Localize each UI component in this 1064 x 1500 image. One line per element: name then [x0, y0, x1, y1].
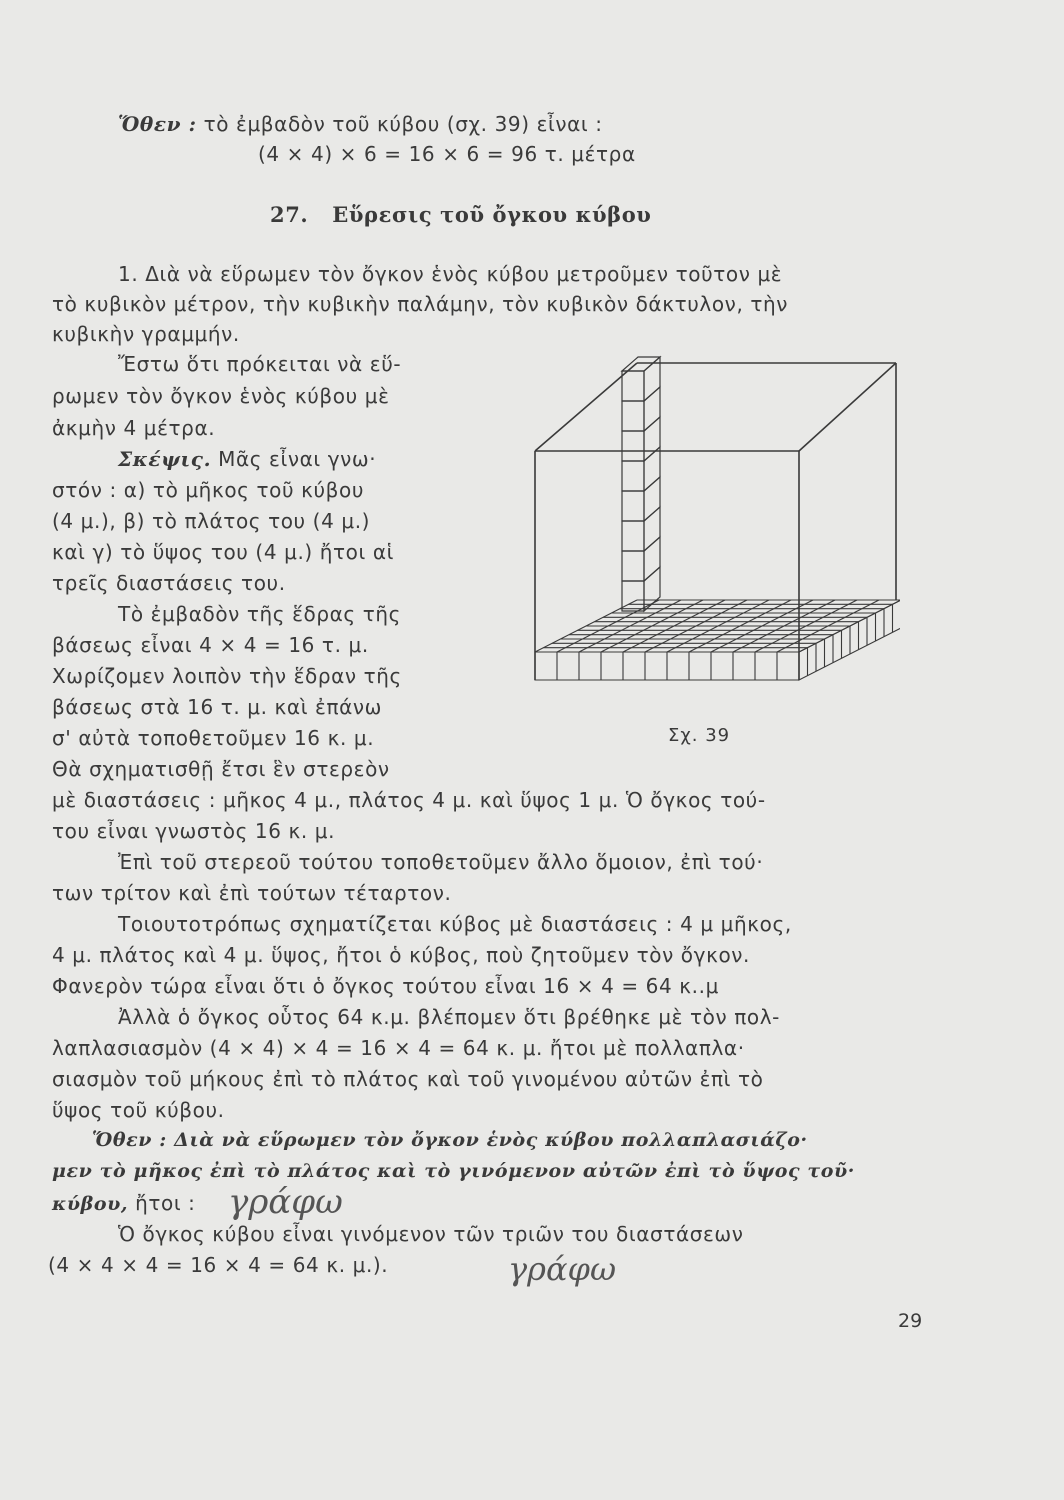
- final-line-1: Ὁ ὄγκος κύβου εἶναι γινόμενον τῶν τριῶν του διαστάσεων: [118, 1222, 744, 1246]
- figure-caption: Σχ. 39: [668, 725, 731, 746]
- rule-line-3-word: κύβου,: [52, 1193, 129, 1215]
- text-line: ὕψος τοῦ κύβου.: [52, 1098, 225, 1122]
- text-line: σ' αὐτὰ τοποθετοῦμεν 16 κ. μ.: [52, 726, 375, 750]
- text-line: Φανερὸν τώρα εἶναι ὅτι ὁ ὄγκος τούτου εἶναι 16 × 4 = 64 κ..μ: [52, 974, 719, 998]
- section-heading: [270, 202, 651, 227]
- text-line: Ἀλλὰ ὁ ὄγκος οὗτος 64 κ.μ. βλέπομεν ὅτι βρέθηκε μὲ τὸν πολ-: [118, 1005, 780, 1029]
- page-number: 29: [898, 1310, 923, 1332]
- intro-line-1: [118, 112, 603, 136]
- text-line: Χωρίζομεν λοιπὸν τὴν ἕδραν τῆς: [52, 664, 402, 688]
- heading-title: Εὕρεσις τοῦ ὄγκου κύβου: [332, 202, 652, 227]
- text-line: μὲ διαστάσεις : μῆκος 4 μ., πλάτος 4 μ. καὶ ὕψος 1 μ. Ὁ ὄγκος τού-: [52, 788, 766, 812]
- text-line: καὶ γ) τὸ ὕψος του (4 μ.) ἤτοι αἱ: [52, 540, 394, 564]
- intro-line-2: (4 × 4) × 6 = 16 × 6 = 96 τ. μέτρα: [258, 142, 636, 166]
- base-layer-grid: [535, 600, 900, 680]
- text-line: σιασμὸν τοῦ μήκους ἐπὶ τὸ πλάτος καὶ τοῦ γινομένου αὐτῶν ἐπὶ τὸ: [52, 1067, 764, 1091]
- rule-line-3: [52, 1191, 196, 1215]
- text-line: τὸ κυβικὸν μέτρον, τὴν κυβικὴν παλάμην, τὸν κυβικὸν δάκτυλον, τὴν: [52, 292, 789, 316]
- rule-line-2: μεν τὸ μῆκος ἐπὶ τὸ πλάτος καὶ τὸ γινόμενον αὐτῶν ἐπὶ τὸ ὕψος τοῦ·: [52, 1160, 856, 1182]
- rule-line-3-hetoi: ἤτοι :: [135, 1191, 196, 1215]
- intro-text: τὸ ἐμβαδὸν τοῦ κύβου (σχ. 39) εἶναι :: [203, 112, 603, 136]
- text-line: Τὸ ἐμβαδὸν τῆς ἕδρας τῆς: [118, 602, 401, 626]
- text-line: βάσεως εἶναι 4 × 4 = 16 τ. μ.: [52, 633, 369, 657]
- text-line: ἀκμὴν 4 μέτρα.: [52, 416, 216, 440]
- heading-number: 27.: [270, 202, 309, 227]
- skepsis-label: Σκέψις.: [118, 447, 212, 471]
- text-line: ρωμεν τὸν ὄγκον ἑνὸς κύβου μὲ: [52, 384, 390, 408]
- unit-cube-column: [622, 357, 660, 611]
- rule-line-1: Ὅθεν : Διὰ νὰ εὕρωμεν τὸν ὄγκον ἑνὸς κύβου πολλαπλασιάζο·: [92, 1129, 808, 1151]
- final-line-2: (4 × 4 × 4 = 16 × 4 = 64 κ. μ.).: [48, 1253, 389, 1277]
- skepsis-text: Μᾶς εἶναι γνω·: [218, 447, 377, 471]
- intro-label: Ὅθεν :: [118, 112, 197, 136]
- text-line: βάσεως στὰ 16 τ. μ. καὶ ἐπάνω: [52, 695, 382, 719]
- text-line: των τρίτον καὶ ἐπὶ τούτων τέταρτον.: [52, 881, 452, 905]
- text-line: 1. Διὰ νὰ εὕρωμεν τὸν ὄγκον ἑνὸς κύβου μετροῦμεν τοῦτον μὲ: [118, 262, 783, 286]
- handwritten-note: γράφω: [508, 1250, 617, 1288]
- skepsis-line: [118, 447, 376, 471]
- text-line: Ἔστω ὅτι πρόκειται νὰ εὕ-: [118, 352, 402, 376]
- cube-figure: [520, 355, 900, 720]
- text-line: στόν : α) τὸ μῆκος τοῦ κύβου: [52, 478, 365, 502]
- text-line: κυβικὴν γραμμήν.: [52, 322, 240, 346]
- text-line: Τοιουτοτρόπως σχηματίζεται κύβος μὲ διαστάσεις : 4 μ μῆκος,: [118, 912, 792, 936]
- text-line: του εἶναι γνωστὸς 16 κ. μ.: [52, 819, 336, 843]
- text-line: Ἐπὶ τοῦ στερεοῦ τούτου τοποθετοῦμεν ἄλλο ὅμοιον, ἐπὶ τού·: [118, 850, 764, 874]
- text-line: Θὰ σχηματισθῇ ἔτσι ἓν στερεὸν: [52, 757, 390, 781]
- handwritten-note: γράφω: [228, 1182, 343, 1222]
- text-line: 4 μ. πλάτος καὶ 4 μ. ὕψος, ἤτοι ὁ κύβος, ποὺ ζητοῦμεν τὸν ὄγκον.: [52, 943, 751, 967]
- text-line: τρεῖς διαστάσεις του.: [52, 571, 286, 595]
- text-line: λαπλασιασμὸν (4 × 4) × 4 = 16 × 4 = 64 κ. μ. ἤτοι μὲ πολλαπλα·: [52, 1036, 745, 1060]
- text-line: (4 μ.), β) τὸ πλάτος του (4 μ.): [52, 509, 371, 533]
